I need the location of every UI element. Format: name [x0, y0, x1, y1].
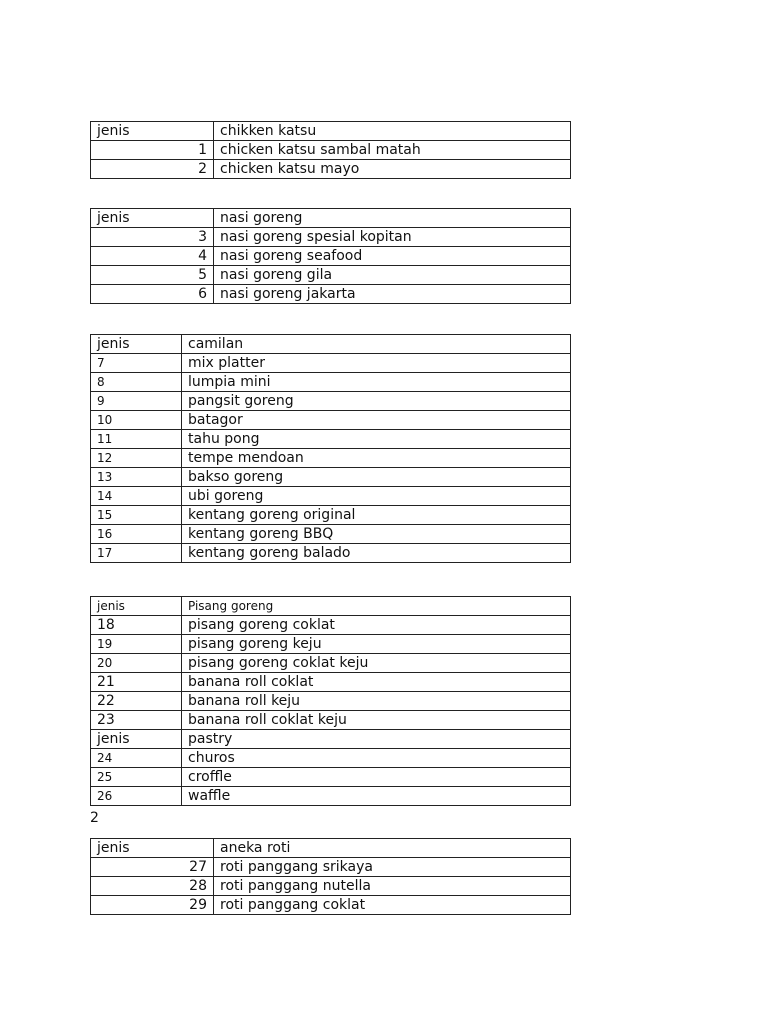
table-row	[91, 544, 571, 563]
item-name: kentang goreng original	[182, 506, 571, 525]
item-name: pisang goreng coklat	[182, 616, 571, 635]
table-row	[91, 506, 571, 525]
table-row	[91, 247, 571, 266]
table-row	[91, 141, 571, 160]
item-number: 20	[91, 654, 182, 673]
item-name: ubi goreng	[182, 487, 571, 506]
table-row	[91, 449, 571, 468]
item-name: kentang goreng BBQ	[182, 525, 571, 544]
category-name: aneka roti	[214, 839, 571, 858]
table-row	[91, 354, 571, 373]
item-number: 21	[91, 673, 182, 692]
item-name: roti panggang nutella	[214, 877, 571, 896]
item-name: batagor	[182, 411, 571, 430]
item-number: 17	[91, 544, 182, 563]
item-name: pangsit goreng	[182, 392, 571, 411]
table-row	[91, 768, 571, 787]
item-number: 13	[91, 468, 182, 487]
table-row	[91, 877, 571, 896]
item-number: 6	[91, 285, 214, 304]
category-name: camilan	[182, 335, 571, 354]
item-name: pisang goreng coklat keju	[182, 654, 571, 673]
item-name: chicken katsu mayo	[214, 160, 571, 179]
item-number: 16	[91, 525, 182, 544]
item-name: banana roll keju	[182, 692, 571, 711]
menu-table-nasi-goreng	[90, 208, 571, 304]
table-row	[91, 487, 571, 506]
table-row	[91, 228, 571, 247]
table-row	[91, 411, 571, 430]
jenis-label: jenis	[91, 209, 214, 228]
item-name: lumpia mini	[182, 373, 571, 392]
item-number: 5	[91, 266, 214, 285]
item-name: mix platter	[182, 354, 571, 373]
item-number: 26	[91, 787, 182, 806]
table-row	[91, 711, 571, 730]
table-row	[91, 673, 571, 692]
item-number: 23	[91, 711, 182, 730]
item-number: 2	[91, 160, 214, 179]
item-number: 19	[91, 635, 182, 654]
menu-table-camilan	[90, 334, 571, 563]
item-number: 29	[91, 896, 214, 915]
category-name: nasi goreng	[214, 209, 571, 228]
table-row	[91, 654, 571, 673]
table-row	[91, 896, 571, 915]
table-header-row	[91, 597, 571, 616]
table-row	[91, 373, 571, 392]
item-number: 24	[91, 749, 182, 768]
table-row	[91, 468, 571, 487]
table-header-row	[91, 209, 571, 228]
table-header-row	[91, 335, 571, 354]
page-number: 2	[90, 810, 99, 826]
item-name: chicken katsu sambal matah	[214, 141, 571, 160]
category-name: chikken katsu	[214, 122, 571, 141]
item-number: 27	[91, 858, 214, 877]
item-number: 4	[91, 247, 214, 266]
table-row	[91, 392, 571, 411]
item-number: 7	[91, 354, 182, 373]
category-name: pastry	[182, 730, 571, 749]
category-name: Pisang goreng	[182, 597, 571, 616]
item-number: 18	[91, 616, 182, 635]
item-number: 28	[91, 877, 214, 896]
item-name: roti panggang srikaya	[214, 858, 571, 877]
item-number: 14	[91, 487, 182, 506]
item-name: churos	[182, 749, 571, 768]
item-name: banana roll coklat keju	[182, 711, 571, 730]
table-row	[91, 430, 571, 449]
jenis-label: jenis	[91, 122, 214, 141]
item-number: 25	[91, 768, 182, 787]
table-header-row	[91, 839, 571, 858]
table-subheader-row	[91, 730, 571, 749]
item-number: 11	[91, 430, 182, 449]
item-name: bakso goreng	[182, 468, 571, 487]
item-number: 1	[91, 141, 214, 160]
table-row	[91, 266, 571, 285]
item-number: 8	[91, 373, 182, 392]
table-row	[91, 787, 571, 806]
table-row	[91, 616, 571, 635]
jenis-label: jenis	[91, 839, 214, 858]
item-name: kentang goreng balado	[182, 544, 571, 563]
item-number: 15	[91, 506, 182, 525]
item-number: 10	[91, 411, 182, 430]
jenis-label: jenis	[91, 597, 182, 616]
table-row	[91, 160, 571, 179]
table-row	[91, 285, 571, 304]
item-name: nasi goreng seafood	[214, 247, 571, 266]
item-number: 22	[91, 692, 182, 711]
item-name: croffle	[182, 768, 571, 787]
item-number: 3	[91, 228, 214, 247]
item-name: nasi goreng spesial kopitan	[214, 228, 571, 247]
table-row	[91, 692, 571, 711]
menu-table-chicken-katsu	[90, 121, 571, 179]
menu-table-aneka-roti	[90, 838, 571, 915]
item-name: banana roll coklat	[182, 673, 571, 692]
item-name: roti panggang coklat	[214, 896, 571, 915]
item-name: tempe mendoan	[182, 449, 571, 468]
item-number: 12	[91, 449, 182, 468]
table-row	[91, 635, 571, 654]
item-number: 9	[91, 392, 182, 411]
item-name: nasi goreng gila	[214, 266, 571, 285]
table-header-row	[91, 122, 571, 141]
item-name: nasi goreng jakarta	[214, 285, 571, 304]
table-row	[91, 525, 571, 544]
menu-table-pisang-goreng	[90, 596, 571, 806]
item-name: waffle	[182, 787, 571, 806]
jenis-label: jenis	[91, 335, 182, 354]
table-row	[91, 858, 571, 877]
item-name: pisang goreng keju	[182, 635, 571, 654]
jenis-label: jenis	[91, 730, 182, 749]
table-row	[91, 749, 571, 768]
item-name: tahu pong	[182, 430, 571, 449]
